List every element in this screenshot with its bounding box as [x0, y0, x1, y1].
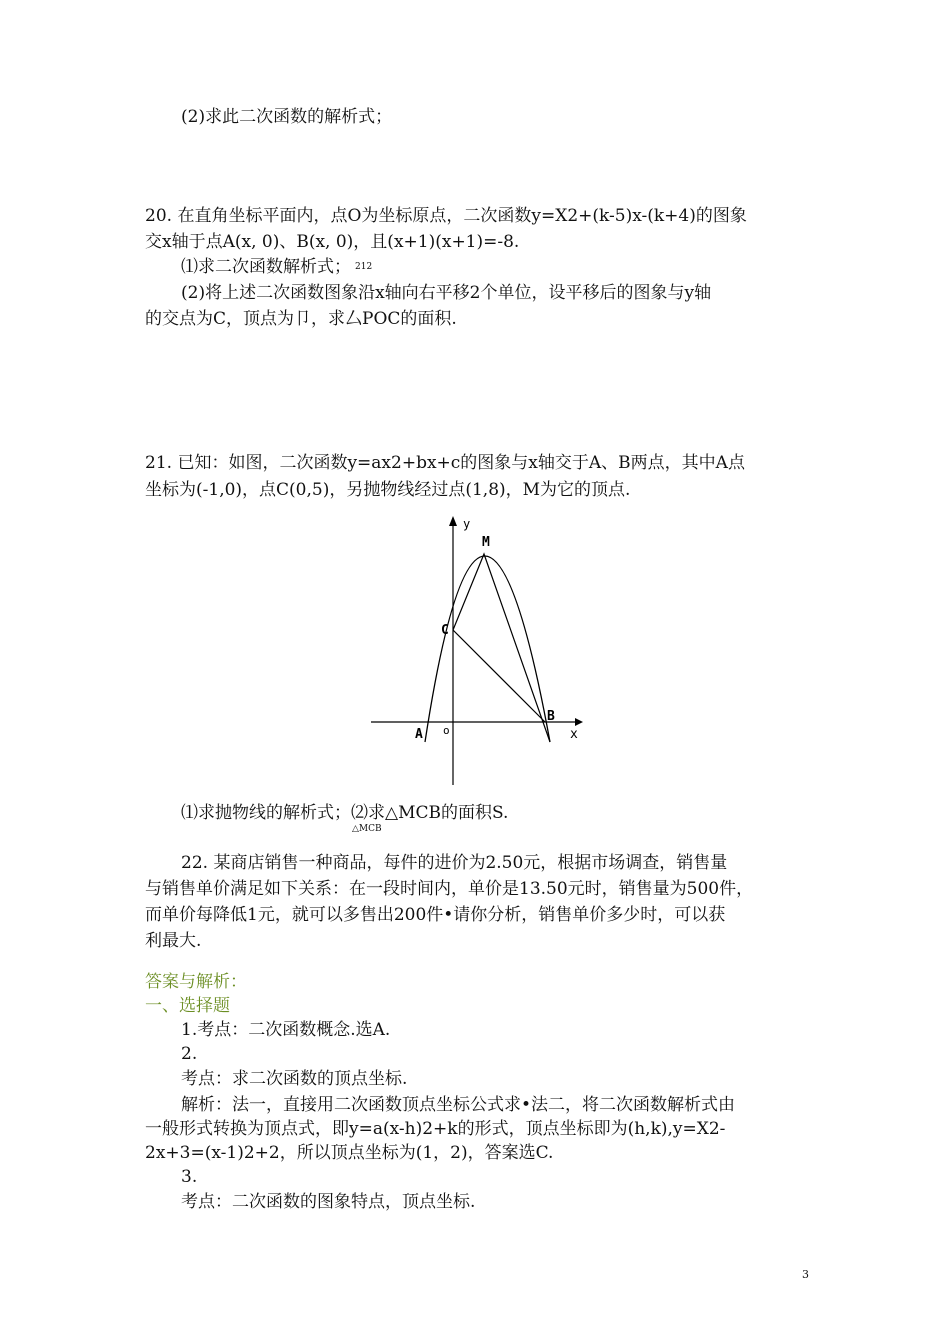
- answer-3-num: 3.: [181, 1167, 198, 1187]
- q21-line1: 21. 已知：如图，二次函数y=ax2+bx+c的图象与x轴交于A、B两点，其中A点: [145, 453, 745, 473]
- parabola-curve: [425, 556, 550, 742]
- label-x: x: [570, 727, 578, 742]
- answer-2-expl3: 2x+3=(x-1)2+2，所以顶点坐标为(1，2)，答案选C.: [145, 1143, 554, 1163]
- answer-1: 1.考点：二次函数概念.选A.: [181, 1020, 391, 1040]
- label-o: o: [443, 724, 450, 737]
- q21-line2: 坐标为(-1,0)，点C(0,5)，另抛物线经过点(1,8)，M为它的顶点.: [145, 480, 631, 500]
- label-m: M: [482, 535, 490, 550]
- q22-line3: 而单价每降低1元，就可以多售出200件•请你分析，销售单价多少时，可以获: [145, 905, 726, 925]
- q22-line4: 利最大.: [145, 931, 202, 951]
- label-c: C: [441, 623, 449, 638]
- q20-part1: [181, 256, 372, 278]
- q22-line2: 与销售单价满足如下关系：在一段时间内，单价是13.50元时，销售量为500件，: [145, 879, 754, 899]
- q21-parts: ⑴求抛物线的解析式；⑵求△MCB的面积S.: [181, 803, 509, 823]
- q20-line2: 交x轴于点A(x, 0)、B(x, 0)，且(x+1)(x+1)=-8.: [145, 232, 520, 252]
- y-axis-arrow: [449, 516, 457, 526]
- q20-line1: 20. 在直角坐标平面内，点O为坐标原点，二次函数y=X2+(k-5)x-(k+4)的图象: [145, 206, 747, 226]
- page-number: 3: [802, 1268, 809, 1281]
- x-axis-arrow: [575, 718, 583, 726]
- answers-section1: 一、选择题: [145, 996, 230, 1016]
- answers-heading: 答案与解析：: [145, 972, 247, 992]
- label-y: y: [463, 517, 471, 531]
- q20-part1-text: ⑴求二次函数解析式；: [181, 257, 351, 277]
- q20-part2-line1: (2)将上述二次函数图象沿x轴向右平移2个单位，设平移后的图象与y轴: [181, 283, 712, 303]
- q19-part2: (2)求此二次函数的解析式；: [181, 107, 393, 127]
- line-cb: [453, 630, 545, 722]
- answer-2-expl2: 一般形式转换为顶点式，即y=a(x-h)2+k的形式，顶点坐标即为(h,k),y=X2-: [145, 1119, 726, 1139]
- answer-2-num: 2.: [181, 1044, 198, 1064]
- answer-2-expl1: 解析：法一，直接用二次函数顶点坐标公式求•法二，将二次函数解析式由: [181, 1095, 736, 1115]
- label-b: B: [547, 709, 555, 724]
- parabola-figure: [365, 510, 595, 790]
- answer-2-point: 考点：求二次函数的顶点坐标.: [181, 1069, 408, 1089]
- triangle-mc-mb: [453, 554, 550, 742]
- answer-3-point: 考点：二次函数的图象特点，顶点坐标.: [181, 1192, 476, 1212]
- q20-part1-sub: 212: [355, 262, 373, 272]
- q21-parts-sub: △MCB: [352, 824, 382, 834]
- label-a: A: [415, 727, 423, 742]
- q20-part2-line2: 的交点为C，顶点为卩，求厶POC的面积.: [145, 309, 457, 329]
- q22-line1: 22. 某商店销售一种商品，每件的进价为2.50元，根据市场调查，销售量: [181, 853, 728, 873]
